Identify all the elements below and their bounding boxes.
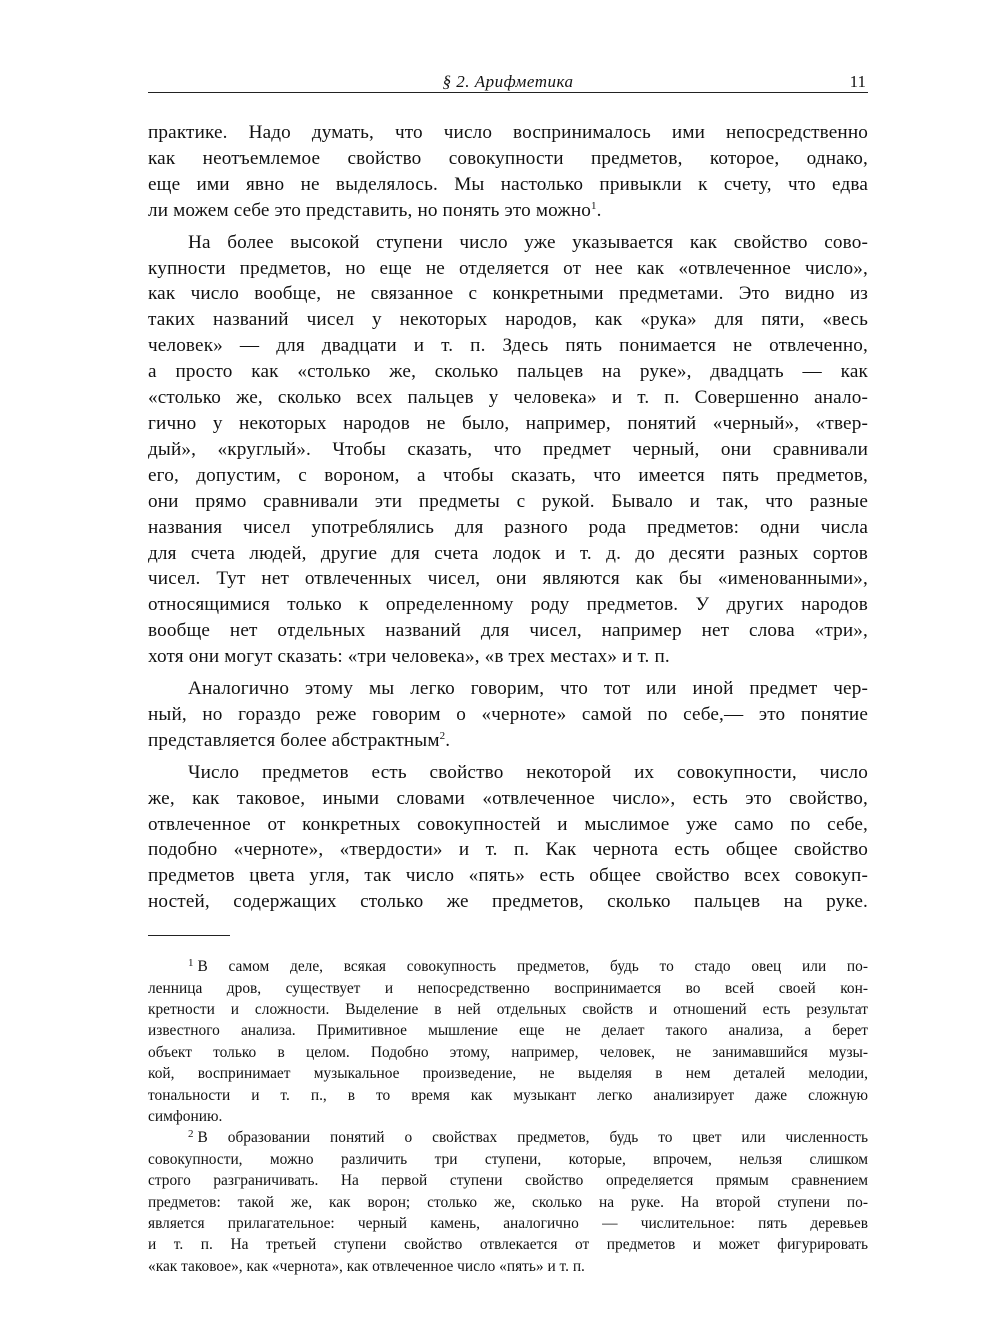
text-line: они прямо сравнивали эти предметы с рукой. Бывало и так, что разные [148,490,868,512]
text-line: ный, но гораздо реже говорим о «черноте» самой по себе,— это понятие [148,703,868,725]
footnote-line: «как таковое», как «чернота», как отвлеченное число «пять» и т. п. [148,1257,585,1275]
footnote-line: известного анализа. Примитивное мышление еще не делает такого анализа, а берет [148,1022,868,1040]
text-line: как число вообще, не связанное с конкретными предметами. Это видно из [148,283,868,305]
text-line: как неотъемлемое свойство совокупности предметов, которое, однако, [148,147,868,169]
text-line: для счета людей, другие для счета лодок и т. д. до десяти разных сортов [148,542,868,564]
text-line: купности предметов, но еще не отделяется от нее как «отвлеченное число», [148,257,868,279]
text-line-with-note [148,198,868,224]
text-line: «столько же, сколько всех пальцев у человека» и т. п. Совершенно анало- [148,387,868,409]
paragraph-first-line: На более высокой ступени число уже указывается как свойство сово- [188,231,868,253]
footnote-line: является прилагательное: черный камень, аналогично — числительное: пять деревьев [148,1215,868,1233]
main-text [148,120,868,915]
text-line: его, допустим, с вороном, а чтобы сказать, что имеется пять предметов, [148,464,868,486]
book-page [148,62,868,1277]
text-line: представляется более абстрактным [148,729,440,751]
footnotes [148,956,868,1277]
text-line: названия чисел употреблялись для разного рода предметов: одни числа [148,516,868,538]
footnote-mark: 1 [188,957,194,970]
text-line-tail: . [445,729,451,751]
footnote-line: объект только в целом. Подобно этому, например, человек, не занимавшийся музы- [148,1043,868,1061]
footnote-first-line [148,956,868,977]
text-line-with-note [148,728,868,754]
text-line: чисел. Тут нет отвлеченных чисел, они являются как бы «именованными», [148,568,868,590]
text-line: человек» — для двадцати и т. п. Здесь пять понимается не отвлеченно, [148,335,868,357]
footnote-line: кой, воспринимает музыкальное произведение, не выделяя в нем деталей мелодии, [148,1065,868,1083]
footnote-line: тональности и т. п., в то время как музыкант легко анализирует даже сложную [148,1086,868,1104]
footnote-text: В самом деле, всякая совокупность предметов, будь то стадо овец или по- [197,958,868,976]
paragraph-first-line: Аналогично этому мы легко говорим, что тот или иной предмет чер- [188,678,868,700]
footnote-line: и т. п. На третьей ступени свойство отвлекается от предметов и может фигурировать [148,1236,868,1254]
text-line: ли можем себе это представить, но понять это можно [148,199,591,221]
text-line-tail: . [596,199,602,221]
text-line: отвлеченное от конкретных совокупностей и мыслимое уже само по себе, [148,813,868,835]
footnote-line: симфонию. [148,1108,223,1126]
footnote-first-line [148,1127,868,1148]
text-line: относящимися только к определенному роду предметов. У других народов [148,594,868,616]
text-line: подобно «черноте», «твердости» и т. п. Как чернота есть общее свойство [148,839,868,861]
text-line: практике. Надо думать, что число воспринималось ими непосредственно [148,122,868,143]
footnote-divider [148,935,230,936]
footnote-line: ленница дров, существует и непосредственно воспринимается во всей своей кон- [148,979,868,997]
text-line: ностей, содержащих столько же предметов, сколько пальцев на руке. [148,891,868,913]
text-line: еще ими явно не выделялось. Мы настолько привыкли к счету, что едва [148,173,868,195]
text-line: гично у некоторых народов не было, например, понятий «черный», «твер- [148,412,868,434]
text-line: же, как таковое, иными словами «отвлеченное число», есть это свойство, [148,787,868,809]
running-header [148,62,868,93]
running-title: § 2. Арифметика [442,72,574,91]
footnote-line: предметов: такой же, как ворон; столько же, сколько на руке. На второй ступени по- [148,1193,868,1211]
footnote-line: строго разграничивать. На первой ступени свойство определяется прямым сравнением [148,1172,868,1190]
text-line: хотя они могут сказать: «три человека», «в трех местах» и т. п. [148,646,670,668]
text-line: дый», «круглый». Чтобы сказать, что предмет черный, они сравнивали [148,438,868,460]
text-line: таких названий чисел у некоторых народов, как «рука» для пяти, «весь [148,309,868,331]
footnote-line: совокупности, можно различить три ступени, которые, впрочем, нельзя слишком [148,1150,868,1168]
footnote-text: В образовании понятий о свойствах предметов, будь то цвет или численность [197,1129,868,1147]
footnote-ref: 2 [439,729,446,742]
page-number: 11 [849,72,866,91]
footnote-ref: 1 [590,199,597,212]
paragraph-first-line: Число предметов есть свойство некоторой их совокупности, число [188,761,868,783]
footnote-line: кретности и сложности. Выделение в ней отдельных свойств и отношений есть результат [148,1001,868,1018]
text-line: предметов цвета угля, так число «пять» есть общее свойство всех совокуп- [148,865,868,887]
text-line: а просто как «столько же, сколько пальцев на руке», двадцать — как [148,361,868,383]
text-line: вообще нет отдельных названий для чисел, например нет слова «три», [148,620,868,642]
footnote-mark: 2 [188,1128,194,1141]
